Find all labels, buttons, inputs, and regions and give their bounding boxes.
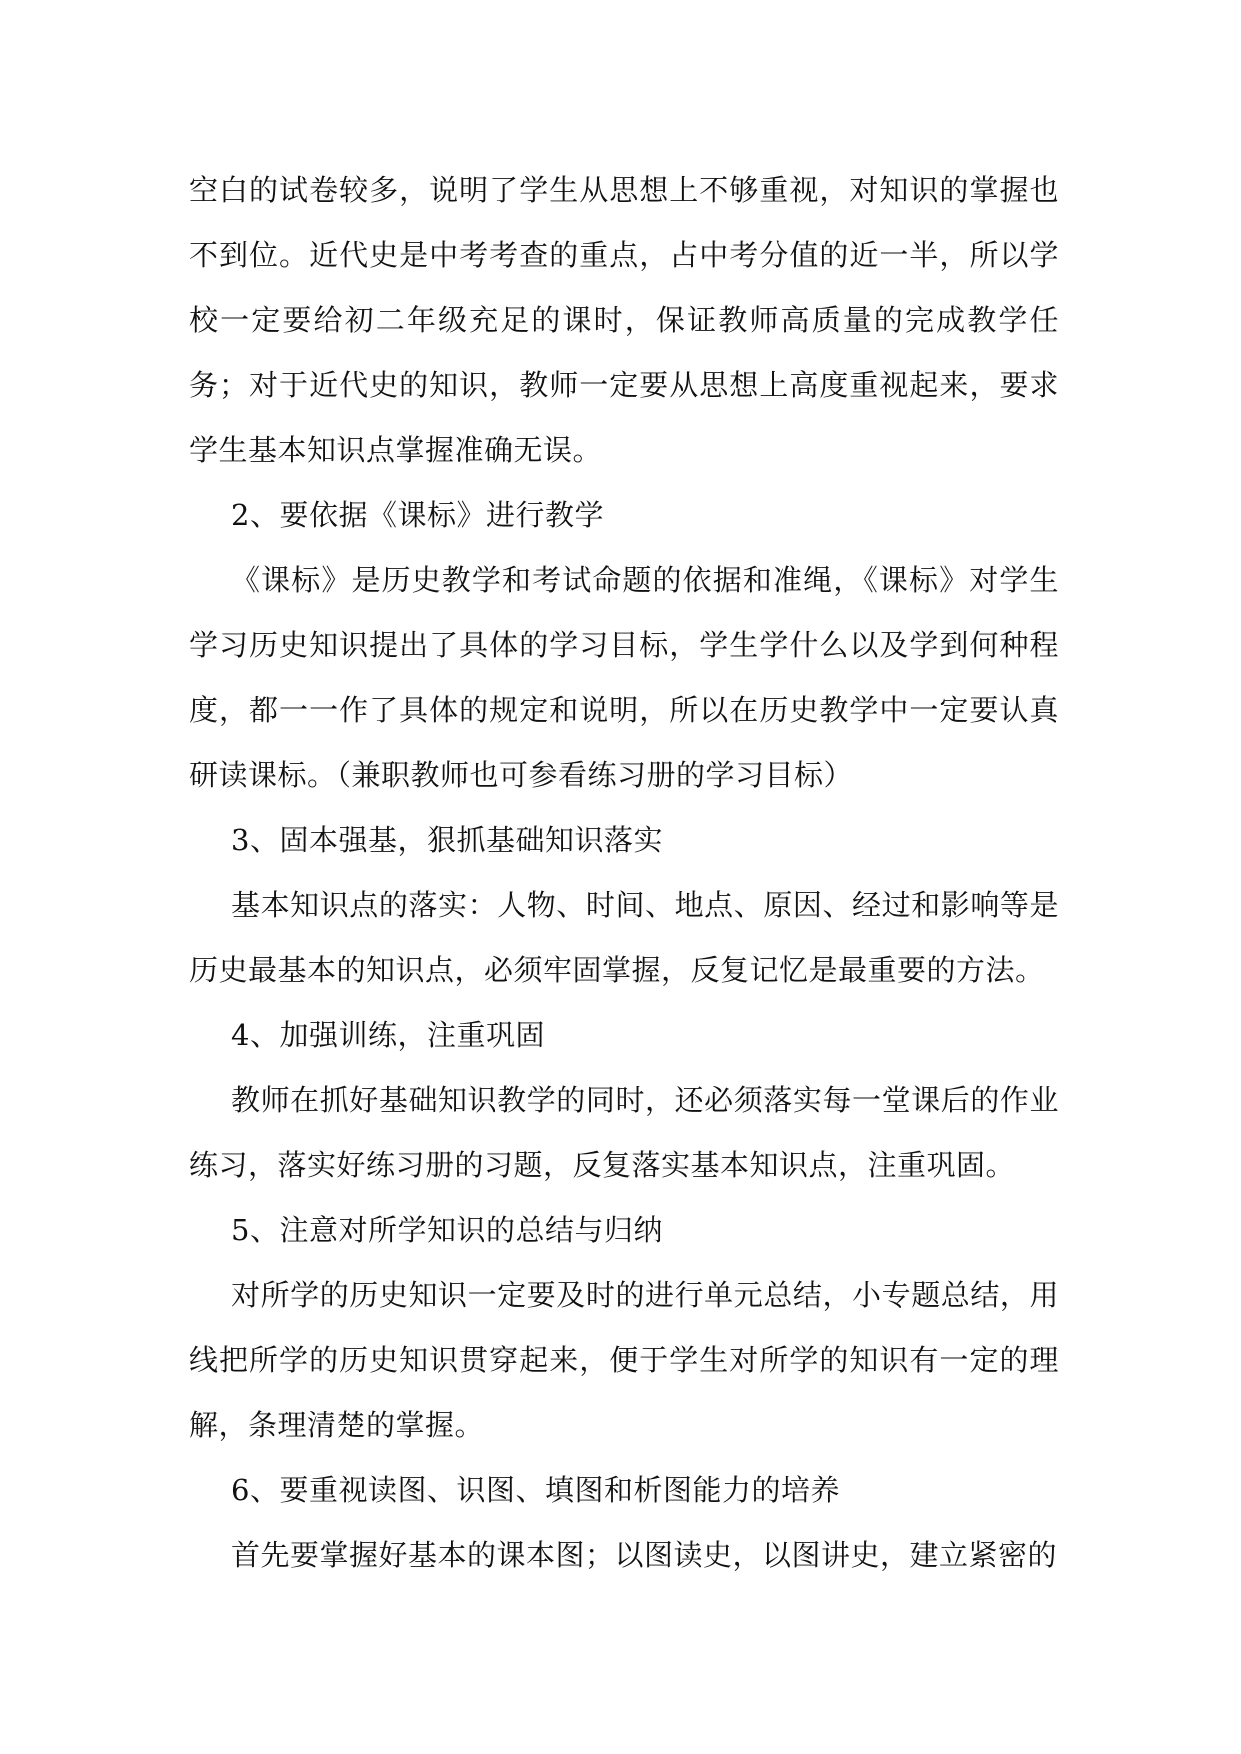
paragraph-body: 对所学的历史知识一定要及时的进行单元总结，小专题总结，用线把所学的历史知识贯穿起来，便于学生对所学的知识有一定的理解，条理清楚的掌握。 xyxy=(189,1278,1059,1442)
section-heading-3: 3、固本强基，狠抓基础知识落实 xyxy=(231,823,663,857)
section-heading-5: 5、注意对所学知识的总结与归纳 xyxy=(231,1213,663,1247)
paragraph-body: 空白的试卷较多，说明了学生从思想上不够重视，对知识的掌握也不到位。近代史是中考考查的重点，占中考分值的近一半，所以学校一定要给初二年级充足的课时，保证教师高质量的完成教学任务；对于近代史的知识，教师一定要从思想上高度重视起来，要求学生基本知识点掌握准确无误。 xyxy=(189,173,1059,467)
paragraph-body: 教师在抓好基础知识教学的同时，还必须落实每一堂课后的作业练习，落实好练习册的习题，反复落实基本知识点，注重巩固。 xyxy=(189,1083,1059,1182)
section-heading-4: 4、加强训练，注重巩固 xyxy=(231,1018,545,1052)
paragraph-body: 首先要掌握好基本的课本图；以图读史，以图讲史，建立紧密的 xyxy=(231,1538,1058,1572)
document-body xyxy=(189,158,1059,1588)
section-heading-2: 2、要依据《课标》进行教学 xyxy=(231,498,604,532)
paragraph-body: 《课标》是历史教学和考试命题的依据和准绳，《课标》对学生学习历史知识提出了具体的学习目标，学生学什么以及学到何种程度，都一一作了具体的规定和说明，所以在历史教学中一定要认真研读课标。（兼职教师也可参看练习册的学习目标） xyxy=(189,563,1059,792)
paragraph-body: 基本知识点的落实：人物、时间、地点、原因、经过和影响等是历史最基本的知识点，必须牢固掌握，反复记忆是最重要的方法。 xyxy=(189,888,1059,987)
section-heading-6: 6、要重视读图、识图、填图和析图能力的培养 xyxy=(231,1473,840,1507)
